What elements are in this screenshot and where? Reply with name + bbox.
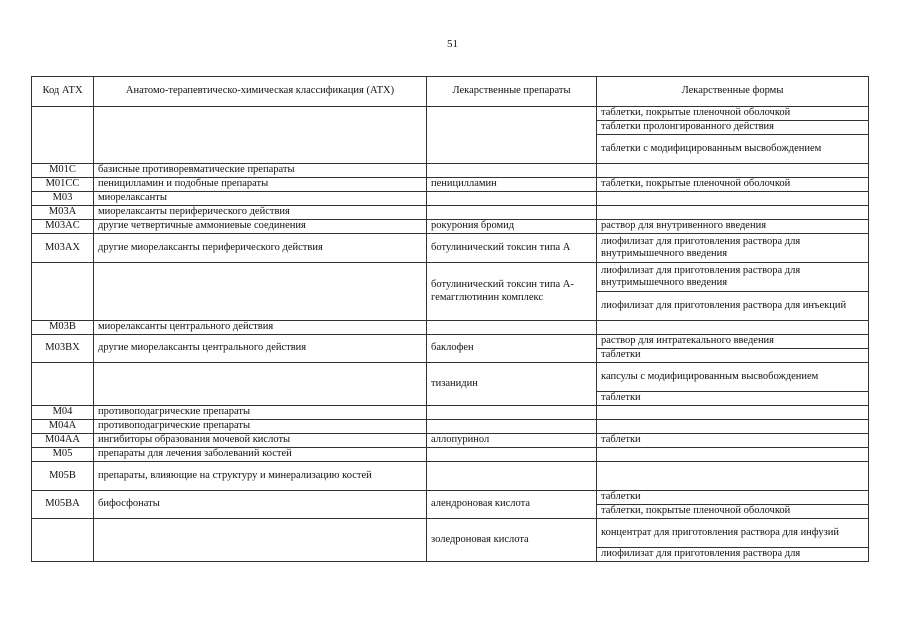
classification-cell: бифосфонаты bbox=[94, 491, 427, 519]
classification-cell: миорелаксанты центрального действия bbox=[94, 321, 427, 335]
table-row bbox=[32, 491, 869, 505]
code-cell: M05B bbox=[32, 462, 94, 491]
table-row bbox=[32, 263, 869, 292]
table-row bbox=[32, 335, 869, 349]
form-cell bbox=[597, 462, 869, 491]
code-cell: M01CC bbox=[32, 178, 94, 192]
code-cell: M03BX bbox=[32, 335, 94, 363]
table-row bbox=[32, 164, 869, 178]
code-cell: M03B bbox=[32, 321, 94, 335]
form-cell: таблетки с модифицированным высвобождением bbox=[597, 135, 869, 164]
classification-cell bbox=[94, 107, 427, 164]
code-cell bbox=[32, 363, 94, 406]
code-cell: M05BA bbox=[32, 491, 94, 519]
form-cell bbox=[597, 448, 869, 462]
form-cell: таблетки bbox=[597, 434, 869, 448]
drug-cell bbox=[427, 107, 597, 164]
code-cell: M03A bbox=[32, 206, 94, 220]
classification-cell bbox=[94, 519, 427, 562]
drug-cell: ботулинический токсин типа А-гемагглютинин комплекс bbox=[427, 263, 597, 321]
classification-cell: миорелаксанты bbox=[94, 192, 427, 206]
classification-cell bbox=[94, 263, 427, 321]
drug-cell: аллопуринол bbox=[427, 434, 597, 448]
table-row bbox=[32, 462, 869, 491]
drug-cell bbox=[427, 164, 597, 178]
classification-cell: базисные противоревматические препараты bbox=[94, 164, 427, 178]
code-cell: M03AC bbox=[32, 220, 94, 234]
table-header-row bbox=[32, 77, 869, 107]
form-cell: лиофилизат для приготовления раствора для внутримышечного введения bbox=[597, 263, 869, 292]
code-cell bbox=[32, 519, 94, 562]
code-cell: M04 bbox=[32, 406, 94, 420]
drug-cell: алендроновая кислота bbox=[427, 491, 597, 519]
form-cell: лиофилизат для приготовления раствора для инъекций bbox=[597, 292, 869, 321]
form-cell: таблетки, покрытые пленочной оболочкой bbox=[597, 107, 869, 121]
drug-cell bbox=[427, 406, 597, 420]
code-cell bbox=[32, 263, 94, 321]
classification-cell bbox=[94, 363, 427, 406]
header-classification: Анатомо-терапевтическо-химическая классификация (АТХ) bbox=[94, 77, 427, 107]
drug-cell: баклофен bbox=[427, 335, 597, 363]
table-row bbox=[32, 519, 869, 548]
form-cell: лиофилизат для приготовления раствора для внутримышечного введения bbox=[597, 234, 869, 263]
drug-cell bbox=[427, 321, 597, 335]
classification-cell: препараты, влияющие на структуру и минерализацию костей bbox=[94, 462, 427, 491]
form-cell bbox=[597, 406, 869, 420]
table-row bbox=[32, 448, 869, 462]
drug-cell bbox=[427, 448, 597, 462]
classification-cell: другие миорелаксанты центрального действия bbox=[94, 335, 427, 363]
table-row bbox=[32, 406, 869, 420]
form-cell: лиофилизат для приготовления раствора для bbox=[597, 548, 869, 562]
header-forms: Лекарственные формы bbox=[597, 77, 869, 107]
form-cell: таблетки, покрытые пленочной оболочкой bbox=[597, 178, 869, 192]
code-cell: M03AX bbox=[32, 234, 94, 263]
drug-cell bbox=[427, 192, 597, 206]
form-cell bbox=[597, 164, 869, 178]
classification-cell: миорелаксанты периферического действия bbox=[94, 206, 427, 220]
drug-cell: золедроновая кислота bbox=[427, 519, 597, 562]
drug-cell: ботулинический токсин типа А bbox=[427, 234, 597, 263]
atx-table bbox=[31, 76, 869, 562]
code-cell: M04AA bbox=[32, 434, 94, 448]
classification-cell: другие четвертичные аммониевые соединения bbox=[94, 220, 427, 234]
drug-cell: пеницилламин bbox=[427, 178, 597, 192]
form-cell: таблетки, покрытые пленочной оболочкой bbox=[597, 505, 869, 519]
classification-cell: пеницилламин и подобные препараты bbox=[94, 178, 427, 192]
form-cell: таблетки пролонгированного действия bbox=[597, 121, 869, 135]
code-cell: M05 bbox=[32, 448, 94, 462]
classification-cell: препараты для лечения заболеваний костей bbox=[94, 448, 427, 462]
classification-cell: противоподагрические препараты bbox=[94, 420, 427, 434]
code-cell: M03 bbox=[32, 192, 94, 206]
table-row bbox=[32, 420, 869, 434]
form-cell bbox=[597, 420, 869, 434]
form-cell: концентрат для приготовления раствора для инфузий bbox=[597, 519, 869, 548]
table-row bbox=[32, 192, 869, 206]
table-row bbox=[32, 434, 869, 448]
drug-cell: рокурония бромид bbox=[427, 220, 597, 234]
classification-cell: ингибиторы образования мочевой кислоты bbox=[94, 434, 427, 448]
classification-cell: другие миорелаксанты периферического действия bbox=[94, 234, 427, 263]
code-cell: M01C bbox=[32, 164, 94, 178]
table-row bbox=[32, 206, 869, 220]
form-cell: таблетки bbox=[597, 349, 869, 363]
form-cell bbox=[597, 206, 869, 220]
form-cell: капсулы с модифицированным высвобождением bbox=[597, 363, 869, 392]
classification-cell: противоподагрические препараты bbox=[94, 406, 427, 420]
table-row bbox=[32, 220, 869, 234]
form-cell: раствор для внутривенного введения bbox=[597, 220, 869, 234]
form-cell bbox=[597, 321, 869, 335]
page-number: 51 bbox=[447, 38, 458, 50]
header-code: Код АТХ bbox=[32, 77, 94, 107]
form-cell: таблетки bbox=[597, 392, 869, 406]
drug-cell: тизанидин bbox=[427, 363, 597, 406]
header-drugs: Лекарственные препараты bbox=[427, 77, 597, 107]
table-row bbox=[32, 363, 869, 392]
table-row bbox=[32, 107, 869, 121]
table-row bbox=[32, 321, 869, 335]
drug-cell bbox=[427, 462, 597, 491]
form-cell bbox=[597, 192, 869, 206]
code-cell bbox=[32, 107, 94, 164]
form-cell: таблетки bbox=[597, 491, 869, 505]
drug-cell bbox=[427, 420, 597, 434]
code-cell: M04A bbox=[32, 420, 94, 434]
form-cell: раствор для интратекального введения bbox=[597, 335, 869, 349]
drug-cell bbox=[427, 206, 597, 220]
table-row bbox=[32, 234, 869, 263]
table-row bbox=[32, 178, 869, 192]
